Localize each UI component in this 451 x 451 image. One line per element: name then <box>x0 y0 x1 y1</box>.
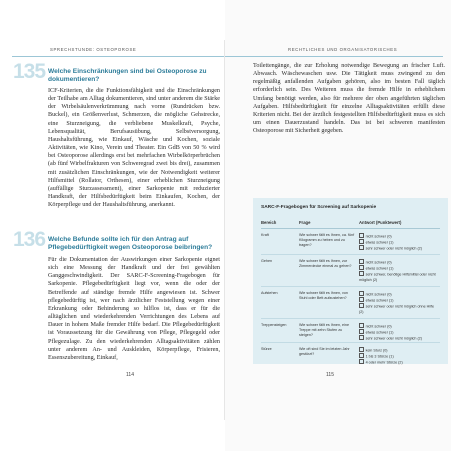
answer-option: nicht schwer (0) <box>359 259 439 265</box>
table-row <box>261 230 440 255</box>
answer-option: 4 oder mehr Stürze (2) <box>359 359 439 365</box>
row-answers <box>359 347 439 366</box>
continued-answer-text: Toilettengänge, die zur Erholung notwendige Bewegung an frischer Luft. Abwasch. Wäschewaschen usw. Die Tätigkeit muss zwingend zu den regelmäßig anfallenden Aufgaben gehören, also im besten Fall täglich erforderlich sein. Des Weiteren muss die fremde Hilfe in erheblichem Umfang benötigt werden, also für mehrere der oben angeführten täglichen Aufgaben. Hilfsbedürftigkeit für einzelne Alltagsaktivitäten erfüllt diese Kriterien nicht. Bei der ärztlich festgestellten Hilfsbedürftigkeit muss es sich um einen Dauerzustand handeln. Das ist bei schweren manifesten Osteoporose mit Sicherheit gegeben. <box>253 63 445 135</box>
row-area: Kraft <box>261 233 269 237</box>
checkbox-icon <box>359 239 364 244</box>
row-question: Wie schwer fällt es Ihnen, von Stuhl oder Bett aufzustehen? <box>299 291 348 300</box>
answer-option: etwas schwer (1) <box>359 265 439 271</box>
checkbox-icon <box>359 359 364 364</box>
question-number-136: 136 <box>13 228 46 251</box>
answer-option: nicht schwer (0) <box>359 323 439 329</box>
checkbox-icon <box>359 245 364 250</box>
row-question: Wie schwer fällt es Ihnen, ca. fünf Kilogramm zu heben und zu tragen? <box>299 233 355 247</box>
row-answers <box>359 291 439 315</box>
table-row <box>261 320 440 343</box>
table-header-rule <box>261 228 440 229</box>
table-header-question: Frage <box>299 220 311 225</box>
right-running-head: RECHTLICHES UND ORGANISATORISCHES <box>288 47 398 52</box>
checkbox-icon <box>359 353 364 358</box>
checkbox-icon <box>359 303 364 308</box>
checkbox-icon <box>359 259 364 264</box>
page-number-left: 114 <box>126 372 134 378</box>
checkbox-icon <box>359 329 364 334</box>
table-header-area: Bereich <box>261 220 277 225</box>
answer-option: 1 bis 3 Stürze (1) <box>359 353 439 359</box>
answer-option: etwas schwer (1) <box>359 239 439 245</box>
table-row <box>261 288 440 319</box>
checkbox-icon <box>359 323 364 328</box>
row-question: Wie schwer fällt es Ihnen, eine Treppe mit zehn Stufen zu steigen? <box>299 323 350 337</box>
row-question: Wie oft sind Sie im letzten Jahr gestürzt? <box>299 347 350 356</box>
row-answers <box>359 259 439 283</box>
page-number-right: 115 <box>326 372 334 378</box>
row-area: Stürze <box>261 347 272 351</box>
checkbox-icon <box>359 347 364 352</box>
answer-option: sehr schwer oder nicht möglich (2) <box>359 245 439 251</box>
row-divider <box>261 318 440 319</box>
answer-option: sehr schwer, benötige Hilfsmittel oder nicht möglich (2) <box>359 272 436 282</box>
checkbox-icon <box>359 271 364 276</box>
row-answers <box>359 233 439 252</box>
row-area: Treppensteigen <box>261 323 287 327</box>
answer-option: sehr schwer oder nicht möglich (2) <box>359 335 439 341</box>
row-area: Gehen <box>261 259 273 263</box>
answer-option: nicht schwer (0) <box>359 233 439 239</box>
left-running-head: SPRECHSTUNDE: OSTEOPOROSE <box>50 47 137 52</box>
table-title: SARC-F-Fragebogen für Screening auf Sarkopenie <box>261 205 377 210</box>
row-area: Aufstehen <box>261 291 278 295</box>
checkbox-icon <box>359 335 364 340</box>
row-answers <box>359 323 439 342</box>
answer-option: etwas schwer (1) <box>359 329 439 335</box>
checkbox-icon <box>359 291 364 296</box>
right-header-rule <box>225 56 443 57</box>
sarc-f-table <box>253 198 448 364</box>
row-divider <box>261 254 440 255</box>
left-header-rule <box>12 56 225 57</box>
left-page <box>0 0 225 451</box>
answer-text-136: Für die Dokumentation der Auswirkungen einer Sarkopenie eignet sich eine Messung der Handkraft und der frei gewählten Ganggeschwindigkeit. Der SARC-F-Screening-Fragebogen für Sarkopenie. Pflegebedürftigkeit liegt vor, wenn die oder der Betreffende auf ständige fremde Hilfe angewiesen ist. Schwer pflegebedürftig ist, wer nach ärztlicher Feststellung wegen einer Erkrankung oder Behinderung so hilflos ist, dass er für die alltäglichen und wiederkehrenden Verrichtungen des Lebens auf Dauer in hohem Maße fremder Hilfe bedarf. Die Pflegebedürftigkeit ist Voraussetzung für die Gewährung von Pflege, Pflegegeld oder Pflegezulage. Zu den wiederkehrenden Alltagsaktivitäten zählen unter anderem An- und Auskleiden, Körperpflege, Frisieren, Essenszubereitung, Einkauf, <box>48 257 220 361</box>
checkbox-icon <box>359 233 364 238</box>
question-number-135: 135 <box>13 60 46 83</box>
row-divider <box>261 342 440 343</box>
answer-option: etwas schwer (1) <box>359 297 439 303</box>
table-header-answer: Antwort (Punktewert) <box>359 220 402 225</box>
question-title-135: Welche Einschränkungen sind bei Osteoporose zu dokumentieren? <box>48 68 207 84</box>
table-row <box>261 256 440 287</box>
checkbox-icon <box>359 265 364 270</box>
table-row <box>261 344 440 363</box>
answer-text-135: ICF-Kriterien, die die Funktionsfähigkeit und die Einschränkungen der Teilhabe am Alltag dokumentieren, sind unter anderem die Stärke der Wirbelsäulenverkrümmung nach vorne (Rundrücken bzw. Buckel), ein Größenverlust, Schmerzen, die mögliche Gehstrecke, eine Sturzneigung, die verbliebene Muskelkraft, Psyche, Lebensqualität, Berufsausübung, Selbstversorgung, Haushaltsführung, wie Einkauf, Wäsche und Kochen, soziale Aktivitäten, wie Kino, Verein und Theater. Ein GdB von 50 % wird bei Osteoporose allerdings erst bei mehrfachen Wirbelkörperbrüchen (ab fünf Wirbelfrakturen von Schweregrad zwei bis drei), zusammen mit zusätzlichen Einschränkungen, wie der Notwendigkeit weiterer Hilfsmittel (Rollator, Orthesen), einer erheblichen Sturzneigung (auffällige Sturzassessment), einer Sarkopenie mit reduzierter Handkraft, der Hilfsbedürftigkeit beim Einkaufen, Kochen, der Körperpflege und der Haushaltsführung, anerkannt. <box>48 88 220 209</box>
answer-option: kein Sturz (0) <box>359 347 439 353</box>
answer-option: nicht schwer (0) <box>359 291 439 297</box>
checkbox-icon <box>359 297 364 302</box>
question-title-136: Welche Befunde sollte ich für den Antrag auf Pflegebedürftigkeit wegen Osteoporose beibringen? <box>48 236 213 252</box>
row-divider <box>261 286 440 287</box>
row-question: Wie schwer fällt es Ihnen, zur Zimmerdecke einmal zu gehen? <box>299 259 352 268</box>
answer-option: sehr schwer oder nicht möglich ohne Hilfe (2) <box>359 304 435 314</box>
